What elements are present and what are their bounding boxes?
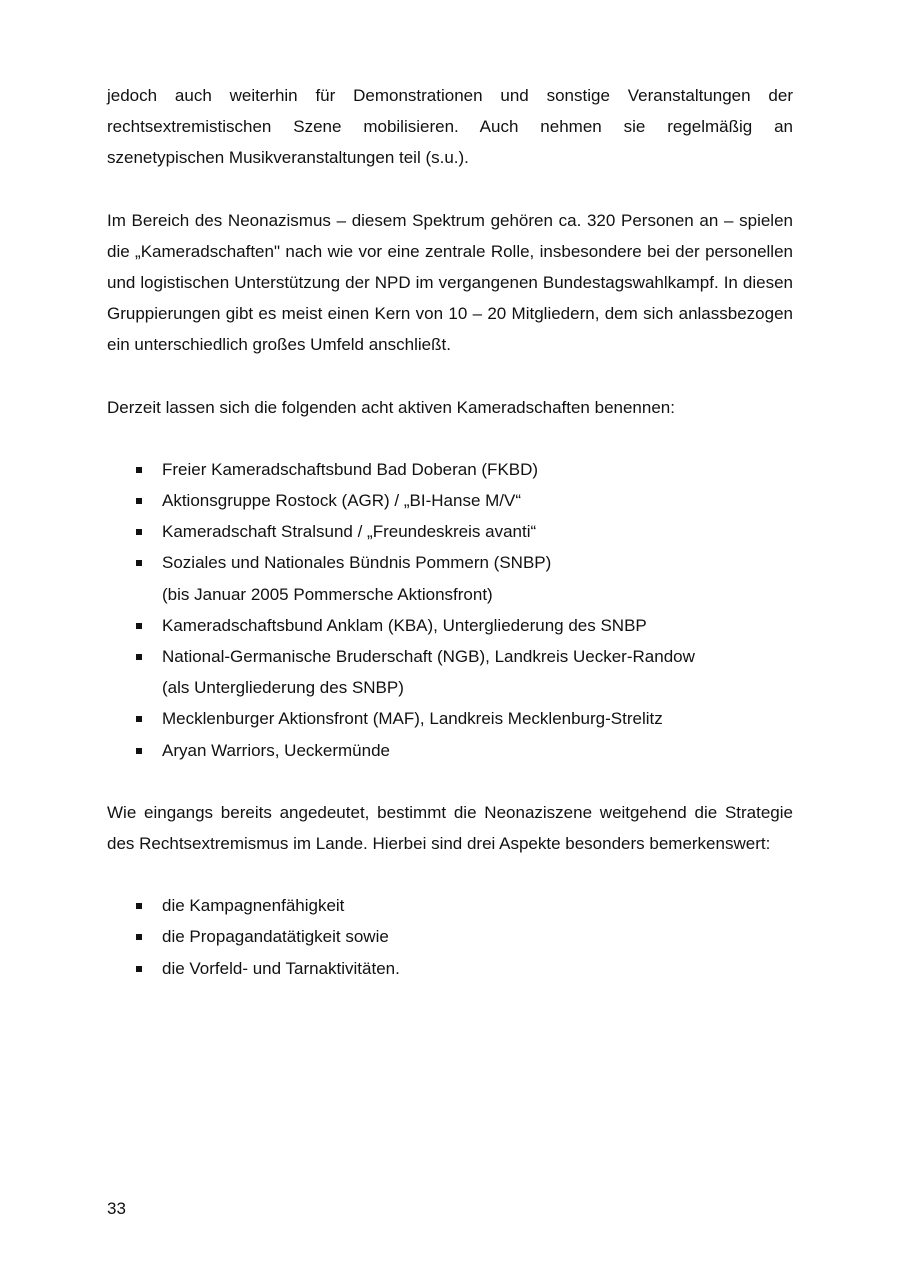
list-item: [107, 610, 793, 641]
aspekte-list: [107, 890, 793, 984]
page-number: 33: [107, 1199, 126, 1218]
list-item-subtext: (als Untergliederung des SNBP): [162, 678, 404, 698]
bullet-icon: [136, 623, 142, 629]
list-item: [107, 641, 793, 703]
paragraph-kameradschaften-intro: Derzeit lassen sich die folgenden acht aktiven Kameradschaften benennen:: [107, 397, 675, 417]
list-item: [107, 735, 793, 766]
list-item-text: Aktionsgruppe Rostock (AGR) / „BI-Hanse M/V“: [162, 491, 522, 511]
paragraph-strategie: Wie eingangs bereits angedeutet, bestimmt die Neonaziszene weitgehend die Strategie des Rechtsextremismus im Lande. Hierbei sind drei Aspekte besonders bemerkenswert:: [107, 802, 793, 854]
kameradschaften-list: [107, 454, 793, 766]
list-item: [107, 703, 793, 734]
bullet-icon: [136, 654, 142, 660]
list-item-text: Freier Kameradschaftsbund Bad Doberan (FKBD): [162, 459, 539, 479]
bullet-icon: [136, 934, 142, 940]
list-item-text: die Kampagnenfähigkeit: [162, 896, 345, 916]
list-item: [107, 485, 793, 516]
list-item: [107, 547, 793, 609]
list-item-text: Kameradschaftsbund Anklam (KBA), Untergliederung des SNBP: [162, 615, 647, 635]
list-item-text: Mecklenburger Aktionsfront (MAF), Landkreis Mecklenburg-Strelitz: [162, 709, 663, 729]
bullet-icon: [136, 560, 142, 566]
list-item-subtext: (bis Januar 2005 Pommersche Aktionsfront): [162, 584, 493, 604]
list-item: [107, 516, 793, 547]
bullet-icon: [136, 716, 142, 722]
list-item: [107, 921, 793, 952]
bullet-icon: [136, 748, 142, 754]
bullet-icon: [136, 966, 142, 972]
paragraph-mobilisierung: jedoch auch weiterhin für Demonstrationen und sonstige Veranstaltungen der rechtsextremistischen Szene mobilisieren. Auch nehmen sie regelmäßig an szenetypischen Musikveranstaltungen teil (s.u.).: [107, 86, 793, 168]
list-item-text: Aryan Warriors, Ueckermünde: [162, 740, 390, 760]
document-body: [107, 80, 793, 1015]
bullet-icon: [136, 498, 142, 504]
list-item: [107, 454, 793, 485]
list-item: [107, 953, 793, 984]
list-item: [107, 890, 793, 921]
list-item-text: National-Germanische Bruderschaft (NGB), Landkreis Uecker-Randow: [162, 647, 695, 667]
bullet-icon: [136, 467, 142, 473]
list-item-text: Kameradschaft Stralsund / „Freundeskreis avanti“: [162, 522, 537, 542]
list-item-text: die Vorfeld- und Tarnaktivitäten.: [162, 958, 400, 978]
paragraph-neonazismus: Im Bereich des Neonazismus – diesem Spektrum gehören ca. 320 Personen an – spielen die „Kameradschaften" nach wie vor eine zentrale Rolle, insbesondere bei der personellen und logistischen Unterstützung der NPD im vergangenen Bundestagswahlkampf. In diesen Gruppierungen gibt es meist einen Kern von 10 – 20 Mitgliedern, dem sich anlassbezogen ein unterschiedlich großes Umfeld anschließt.: [107, 210, 793, 355]
list-item-text: Soziales und Nationales Bündnis Pommern (SNBP): [162, 553, 552, 573]
bullet-icon: [136, 903, 142, 909]
list-item-text: die Propagandatätigkeit sowie: [162, 927, 389, 947]
bullet-icon: [136, 529, 142, 535]
